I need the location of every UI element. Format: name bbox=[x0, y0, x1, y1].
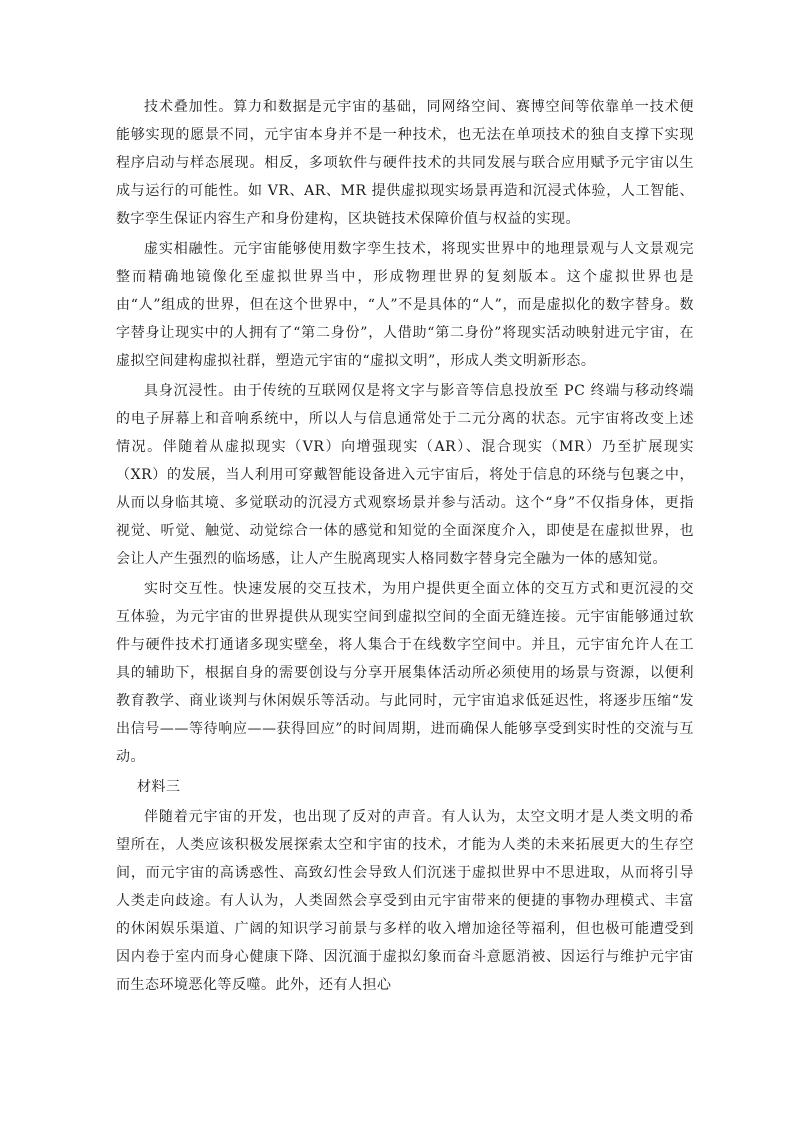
paragraph-embodied-immersion: 具身沉浸性。由于传统的互联网仅是将文字与影音等信息投放至 PC 终端与移动终端的电子屏幕上和音响系统中，所以人与信息通常处于二元分离的状态。元宇宙将改变上述情况。伴随着从虚拟现实（VR）向增强现实（AR）、混合现实（MR）乃至扩展现实（XR）的发展，当人利用可穿戴智能设备进入元宇宙后，将处于信息的环绕与包裹之中，从而以身临其境、多觉联动的沉浸方式观察场景并参与活动。这个“身”不仅指身体，更指视觉、听觉、触觉、动觉综合一体的感觉和知觉的全面深度介入，即使是在虚拟世界，也会让人产生强烈的临场感，让人产生脱离现实人格同数字替身完全融为一体的感知觉。 bbox=[116, 383, 694, 567]
paragraph-opposing-views: 伴随着元宇宙的开发，也出现了反对的声音。有人认为，太空文明才是人类文明的希望所在，人类应该积极发展探索太空和宇宙的技术，才能为人类的未来拓展更大的生存空间，而元宇宙的高诱惑性、高致幻性会导致人们沉迷于虚拟世界中不思进取，从而将引导人类走向歧途。有人认为，人类固然会享受到由元宇宙带来的便捷的事物办理模式、丰富的休闲娱乐渠道、广阔的知识学习前景与多样的收入增加途径等福利，但也极可能遭受到因内卷于室内而身心健康下降、因沉湎于虚拟幻象而奋斗意愿消被、因运行与维护元宇宙而生态环境恶化等反噬。此外，还有人担心 bbox=[116, 809, 694, 993]
paragraph-tech-stacking: 技术叠加性。算力和数据是元宇宙的基础，同网络空间、赛博空间等依靠单一技术便能够实现的愿景不同，元宇宙本身并不是一种技术，也无法在单项技术的独自支撑下实现程序启动与样态展现。相反，多项软件与硬件技术的共同发展与联合应用赋予元宇宙以生成与运行的可能性。如 VR、AR、MR 提供虚拟现实场景再造和沉浸式体验，人工智能、数字孪生保证内容生产和身份建构，区块链技术保障价值与权益的实现。 bbox=[116, 99, 694, 227]
paragraph-virtual-real-fusion: 虚实相融性。元宇宙能够使用数字孪生技术，将现实世界中的地理景观与人文景观完整而精确地镜像化至虚拟世界当中，形成物理世界的复刻版本。这个虚拟世界也是由“人”组成的世界，但在这个世界中，“人”不是具体的“人”，而是虚拟化的数字替身。数字替身让现实中的人拥有了“第二身份”，人借助“第二身份”将现实活动映射进元宇宙，在虚拟空间建构虚拟社群，塑造元宇宙的“虚拟文明”，形成人类文明新形态。 bbox=[116, 241, 694, 369]
section-heading: 材料三 bbox=[137, 779, 181, 795]
paragraph-realtime-interaction: 实时交互性。快速发展的交互技术，为用户提供更全面立体的交互方式和更沉浸的交互体验，为元宇宙的世界提供从现实空间到虚拟空间的全面无缝连接。元宇宙能够通过软件与硬件技术打通诸多现实壁垒，将人集合于在线数字空间中。并且，元宇宙允许人在工具的辅助下，根据自身的需要创设与分享开展集体活动所必须使用的场景与资源，以便利教育教学、商业谈判与休闲娱乐等活动。与此同时，元宇宙追求低延迟性，将逐步压缩“发出信号——等待响应——获得回应”的时间周期，进而确保人能够享受到实时性的交流与互动。 bbox=[116, 581, 694, 765]
document-page bbox=[116, 93, 694, 1001]
